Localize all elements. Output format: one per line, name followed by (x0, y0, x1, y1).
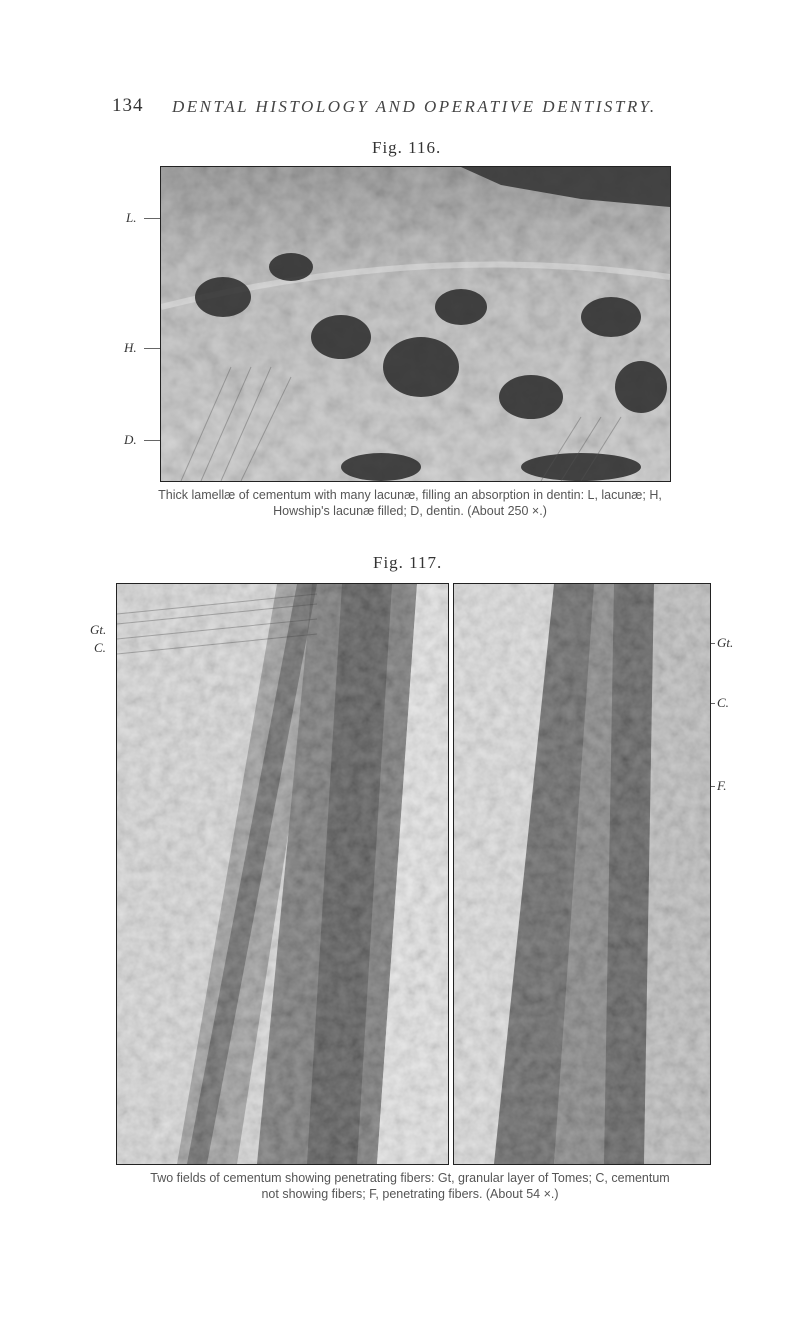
right-label-c: C. (717, 695, 729, 710)
figure-117-caption-line-2: not showing fibers; F, penetrating fibers. (About 54 ×.) (261, 1187, 559, 1201)
label-l: L. (126, 210, 137, 225)
right-label-f: F. (717, 778, 727, 793)
figure-117-label: Fig. 117. (373, 553, 443, 572)
figure-116-micrograph (160, 166, 671, 482)
figure-117-right-micrograph (453, 583, 711, 1165)
right-label-gt: Gt. (717, 635, 734, 650)
figure-116-caption-line-1: Thick lamellæ of cementum with many lacunæ, filling an absorption in dentin: L, lacunæ; H, (158, 488, 662, 502)
left-label-c: C. (94, 640, 106, 655)
page-header (0, 95, 800, 119)
page-number: 134 (112, 95, 144, 116)
figure-116-label: Fig. 116. (372, 138, 442, 157)
running-title: DENTAL HISTOLOGY AND OPERATIVE DENTISTRY. (172, 97, 657, 116)
figure-117-left-micrograph (116, 583, 449, 1165)
figure-116-caption-line-2: Howship's lacunæ filled; D, dentin. (About 250 ×.) (273, 504, 547, 518)
figure-117-caption-line-1: Two fields of cementum showing penetrating fibers: Gt, granular layer of Tomes; C, cementum (150, 1171, 670, 1185)
label-d: D. (124, 432, 137, 447)
left-label-gt: Gt. (90, 622, 107, 637)
label-h: H. (124, 340, 137, 355)
